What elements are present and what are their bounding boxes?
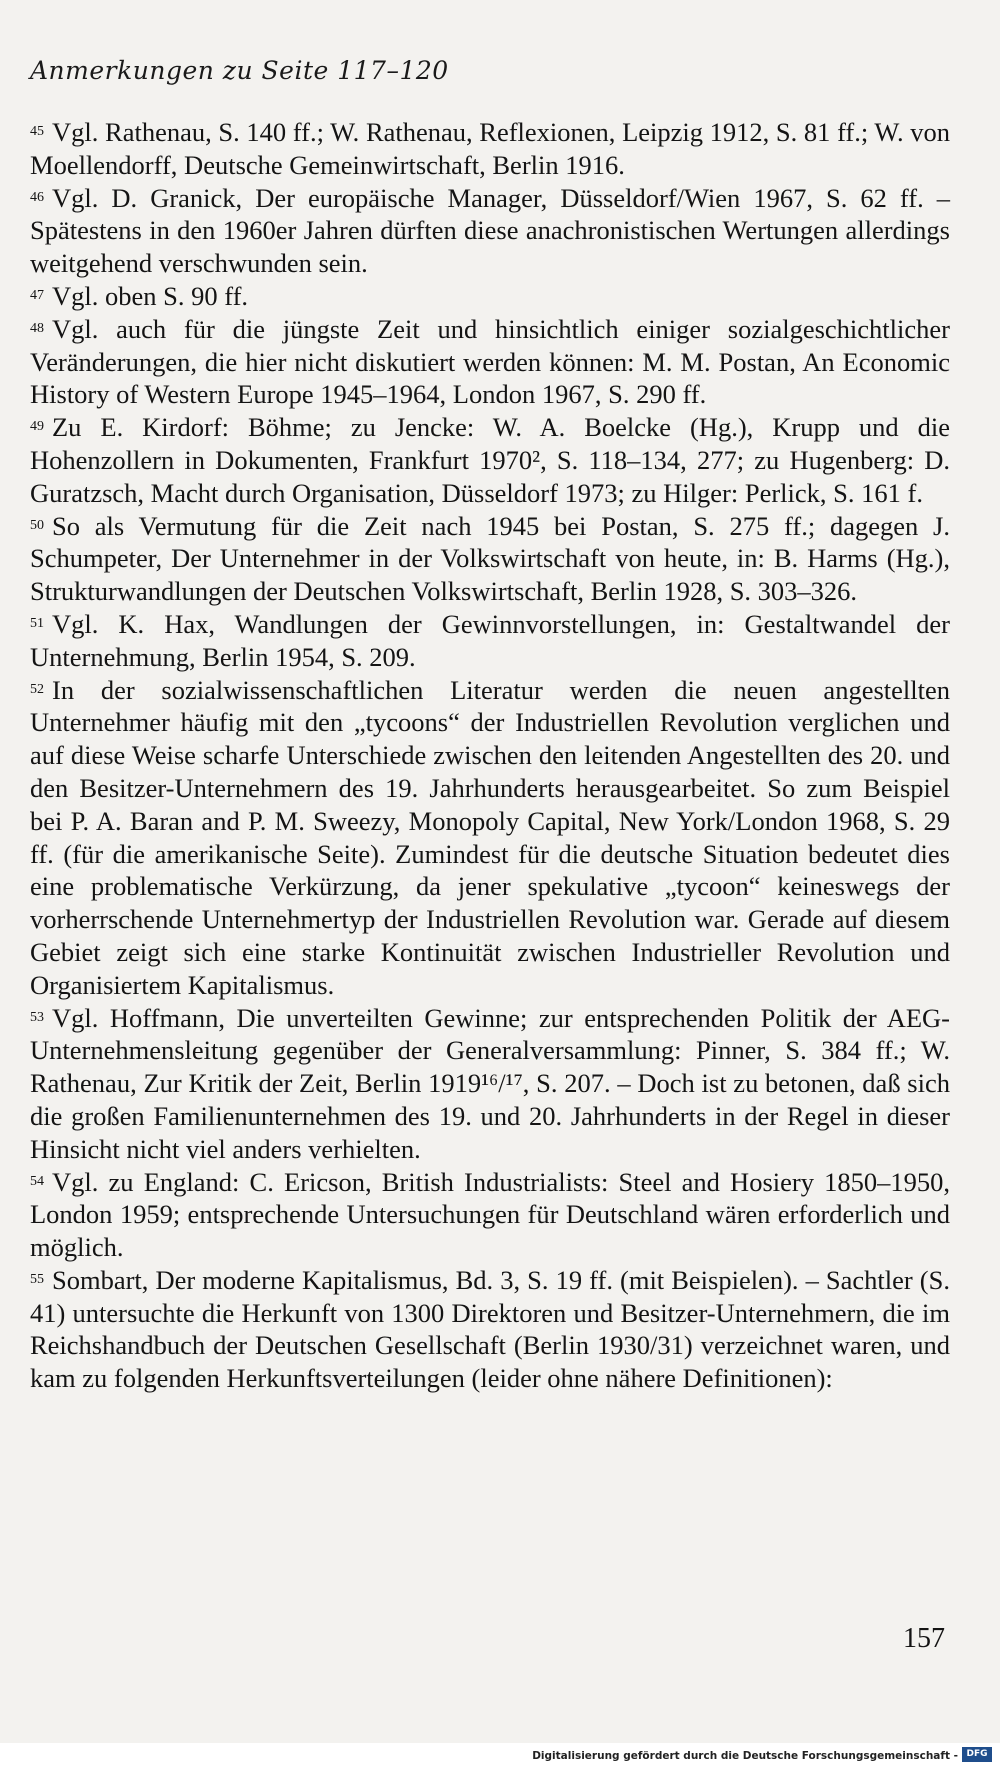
footnote-text: Vgl. oben S. 90 ff. bbox=[52, 280, 249, 311]
footnote-text: In der sozialwissenschaftlichen Literatur werden die neuen angestellten Unternehmer häufig mit den „tycoons“ der Industriellen Revolution verglichen und auf diese Weise scharfe Unterschiede zwischen den leitenden Angestellten des 20. und den Besitzer-Unternehmern des 19. Jahrhunderts herausgearbeitet. So zum Beispiel bei P. A. Baran and P. M. Sweezy, Monopoly Capital, New York/London 1968, S. 29 ff. (für die amerikanische Seite). Zumindest für die deutsche Situation bedeutet dies eine problematische Verkürzung, da jener spekulative „tycoon“ keineswegs der vorherrschende Unternehmertyp der Industriellen Revolution war. Gerade auf diesem Gebiet zeigt sich eine starke Kontinuität zwischen Industrieller Revolution und Organisiertem Kapitalismus. bbox=[30, 674, 950, 1000]
footnote-text: Vgl. Hoffmann, Die unverteilten Gewinne; zur entsprechenden Politik der AEG-Unternehmensleitung gegenüber der Generalversammlung: Pinner, S. 384 ff.; W. Rathenau, Zur Kritik der Zeit, Berlin 1919¹⁶/¹⁷, S. 207. – Doch ist zu betonen, daß sich die großen Familienunternehmen des 19. und 20. Jahrhunderts in der Regel in dieser Hinsicht nicht viel anders verhielten. bbox=[30, 1002, 950, 1164]
footnote bbox=[30, 182, 950, 280]
footer-credit: Digitalisierung gefördert durch die Deutsche Forschungsgemeinschaft - bbox=[532, 1750, 958, 1762]
footnote-text: Vgl. Rathenau, S. 140 ff.; W. Rathenau, Reflexionen, Leipzig 1912, S. 81 ff.; W. von Moellendorff, Deutsche Gemeinwirtschaft, Berlin 1916. bbox=[30, 117, 950, 180]
footnote bbox=[30, 510, 950, 608]
footnote bbox=[30, 1002, 950, 1166]
footnote-text: Sombart, Der moderne Kapitalismus, Bd. 3, S. 19 ff. (mit Beispielen). – Sachtler (S. 41) untersuchte die Herkunft von 1300 Direktoren und Besitzer-Unternehmern, die im Reichshandbuch der Deutschen Gesellschaft (Berlin 1930/31) verzeichnet waren, und kam zu folgenden Herkunftsverteilungen (leider ohne nähere Definitionen): bbox=[30, 1264, 950, 1394]
footnote-text: Vgl. D. Granick, Der europäische Manager, Düsseldorf/Wien 1967, S. 62 ff. – Spätestens in den 1960er Jahren dürften diese anachronistischen Wertungen allerdings weitgehend verschwunden sein. bbox=[30, 182, 950, 279]
footnotes-list bbox=[30, 116, 950, 1395]
footnote bbox=[30, 313, 950, 411]
footnote-number: 52 bbox=[30, 681, 44, 697]
footnote bbox=[30, 411, 950, 509]
footnote-text: Zu E. Kirdorf: Böhme; zu Jencke: W. A. Boelcke (Hg.), Krupp und die Hohenzollern in Dokumenten, Frankfurt 1970², S. 118–134, 277; zu Hugenberg: D. Guratzsch, Macht durch Organisation, Düsseldorf 1973; zu Hilger: Perlick, S. 161 f. bbox=[30, 412, 950, 508]
footnote-text: So als Vermutung für die Zeit nach 1945 bei Postan, S. 275 ff.; dagegen J. Schumpeter, Der Unternehmer in der Volkswirtschaft von heute, in: B. Harms (Hg.), Strukturwandlungen der Deutschen Volkswirtschaft, Berlin 1928, S. 303–326. bbox=[30, 510, 950, 607]
dfg-logo: DFG bbox=[962, 1747, 992, 1762]
footnote-number: 48 bbox=[30, 320, 44, 336]
footnote bbox=[30, 608, 950, 674]
footnote-number: 55 bbox=[30, 1271, 44, 1287]
footnote bbox=[30, 1264, 950, 1395]
running-header: Anmerkungen zu Seite 117–120 bbox=[30, 56, 449, 85]
footnote-number: 49 bbox=[30, 419, 44, 435]
footnote-number: 45 bbox=[30, 124, 44, 139]
footnote-number: 54 bbox=[30, 1173, 44, 1189]
page-number: 157 bbox=[903, 1623, 945, 1654]
footnote-number: 50 bbox=[30, 517, 44, 533]
footnote-text: Vgl. zu England: C. Ericson, British Industrialists: Steel and Hosiery 1850–1950, London 1959; entsprechende Untersuchungen für Deutschland wären erforderlich und möglich. bbox=[30, 1166, 950, 1263]
footnote-text: Vgl. K. Hax, Wandlungen der Gewinnvorstellungen, in: Gestaltwandel der Unternehmung, Berlin 1954, S. 209. bbox=[30, 608, 950, 672]
footnote-number: 53 bbox=[30, 1009, 44, 1025]
footnote bbox=[30, 674, 950, 1002]
footnote-text: Vgl. auch für die jüngste Zeit und hinsichtlich einiger sozialgeschichtlicher Veränderungen, die hier nicht diskutiert werden können: M. M. Postan, An Economic History of Western Europe 1945–1964, London 1967, S. 290 ff. bbox=[30, 313, 950, 410]
footnote bbox=[30, 116, 950, 182]
digitization-footer bbox=[0, 1743, 1000, 1767]
footnote-number: 46 bbox=[30, 189, 44, 205]
footnote-number: 51 bbox=[30, 615, 44, 631]
footnote bbox=[30, 1166, 950, 1264]
footnote bbox=[30, 280, 950, 313]
footnote-number: 47 bbox=[30, 287, 44, 303]
